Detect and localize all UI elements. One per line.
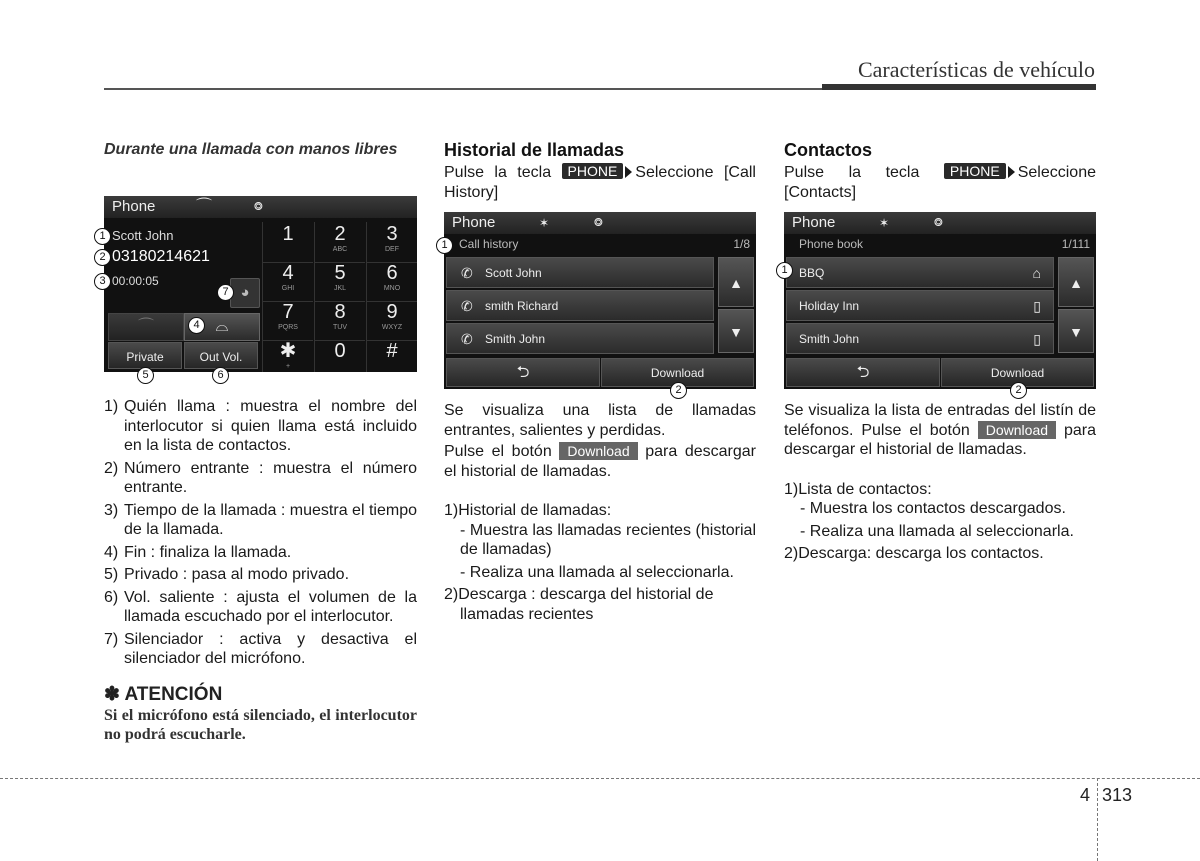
call-history-text xyxy=(444,401,756,624)
intro-paragraph xyxy=(784,163,1096,202)
keypad-key[interactable] xyxy=(366,222,417,263)
contacts-text xyxy=(784,401,1096,564)
sub-item-1: - Muestra las llamadas recientes (historial de llamadas) xyxy=(460,521,756,558)
numbered-list xyxy=(104,397,417,669)
handset-icon: ⌒ xyxy=(196,198,213,215)
list-row[interactable] xyxy=(786,323,1054,354)
scroll-down-button[interactable] xyxy=(718,309,754,353)
scroll-up-button[interactable] xyxy=(718,257,754,307)
section-heading: Contactos xyxy=(784,140,873,160)
list-row[interactable] xyxy=(786,290,1054,321)
key-letters: ABC xyxy=(332,246,348,253)
list-row[interactable] xyxy=(446,257,714,288)
key-letters: + xyxy=(285,363,291,370)
triangle-up-icon: ▲ xyxy=(1069,275,1083,291)
keypad-key[interactable] xyxy=(262,300,313,341)
key-digit: 8 xyxy=(334,301,346,323)
download-key: Download xyxy=(559,442,637,460)
list-title: Call history xyxy=(459,237,519,251)
list-item-2: 2)Descarga : descarga del historial de llamadas recientes xyxy=(444,586,714,623)
list-item-1: 1)Lista de contactos: xyxy=(784,480,932,498)
column-contacts xyxy=(784,139,1096,202)
row-label: Scott John xyxy=(485,266,542,280)
item-number: 7) xyxy=(104,630,119,648)
attention-box xyxy=(104,683,417,744)
answer-button[interactable] xyxy=(108,313,184,341)
mobile-phone-icon: ▯ xyxy=(1033,298,1041,314)
item-number: 1) xyxy=(104,398,119,415)
keypad-key[interactable] xyxy=(262,261,313,302)
list-title: Phone book xyxy=(799,237,864,251)
footer-dashed-divider xyxy=(1097,778,1098,861)
arrow-right-icon xyxy=(1008,166,1015,178)
back-button[interactable] xyxy=(446,358,600,387)
row-label: smith Richard xyxy=(485,299,559,313)
key-letters: TUV xyxy=(333,324,347,331)
keypad-key[interactable] xyxy=(366,339,417,372)
microphone-mute-icon: ◕ xyxy=(240,284,250,301)
mobile-phone-icon: ▯ xyxy=(1033,331,1041,347)
answer-handset-icon: ⌒ xyxy=(137,318,154,335)
download-key: Download xyxy=(978,421,1056,439)
back-arrow-icon: ⮌ xyxy=(516,364,530,381)
usb-icon: ⭗ xyxy=(934,217,943,229)
column-handsfree xyxy=(104,140,417,159)
item-number: 3) xyxy=(104,501,119,519)
page-indicator: 1/8 xyxy=(733,237,750,251)
missed-call-icon: ✆ xyxy=(461,331,473,347)
page-header-title: Características de vehículo xyxy=(857,57,1095,82)
sub-item-1: - Muestra los contactos descargados. xyxy=(800,500,1066,517)
marker-3: 3 xyxy=(94,273,111,290)
bluetooth-icon: ✶ xyxy=(879,216,890,230)
list-row[interactable] xyxy=(446,290,714,321)
phone-key: PHONE xyxy=(562,163,624,179)
screen-title-bar xyxy=(104,196,417,218)
marker-7: 7 xyxy=(217,284,234,301)
list-item xyxy=(104,501,417,540)
description: Se visualiza una lista de llamadas entrantes, salientes y perdidas. xyxy=(444,402,756,439)
list-item xyxy=(104,543,417,563)
marker-5: 5 xyxy=(137,367,154,384)
outgoing-call-icon: ✆ xyxy=(461,298,473,314)
attention-text: Si el micrófono está silenciado, el interlocutor no podrá escucharle. xyxy=(104,707,417,743)
item-text: Silenciador : activa y desactiva el silenciador del micrófono. xyxy=(124,630,417,667)
intro-text-2: Seleccione [Contacts] xyxy=(784,164,1096,201)
bluetooth-icon: ✶ xyxy=(539,216,550,230)
key-digit: 1 xyxy=(282,223,294,245)
key-digit: 4 xyxy=(282,262,294,284)
key-letters: PQRS xyxy=(278,324,298,331)
end-call-icon: ⌓ xyxy=(215,318,229,335)
item-text: Privado : pasa al modo privado. xyxy=(124,566,350,583)
row-label: BBQ xyxy=(799,266,825,280)
private-button[interactable]: Private xyxy=(108,342,182,369)
list-item xyxy=(104,588,417,627)
marker-1: 1 xyxy=(94,228,111,245)
pulse-text: Pulse el botón xyxy=(444,443,552,460)
row-label: Smith John xyxy=(485,332,546,346)
usb-icon: ⭗ xyxy=(254,201,263,213)
marker-2: 2 xyxy=(94,249,111,266)
item-text: Quién llama : muestra el nombre del interlocutor si quien llama está incluido en la lista de contactos. xyxy=(124,398,417,454)
screen-title: Phone xyxy=(792,214,836,231)
marker-6: 6 xyxy=(212,367,229,384)
list-item-1: 1)Historial de llamadas: xyxy=(444,502,612,519)
desc-text: Se visualiza la lista de entradas del listín de teléfonos. Pulse el botón xyxy=(784,402,1096,439)
key-letters: JKL xyxy=(333,285,347,292)
usb-icon: ⭗ xyxy=(594,217,603,229)
item-number: 5) xyxy=(104,566,119,583)
footer-dashed-rule xyxy=(0,778,1200,779)
marker-1: 1 xyxy=(436,237,453,254)
intro-paragraph xyxy=(444,163,756,202)
key-digit: # xyxy=(386,340,398,362)
item-text: Fin : finaliza la llamada. xyxy=(124,543,292,561)
marker-4: 4 xyxy=(188,317,205,334)
page-indicator: 1/111 xyxy=(1061,237,1090,251)
handsfree-list xyxy=(104,397,417,672)
intro-text-2: Seleccione [Call History] xyxy=(444,164,756,201)
list-subtitle-bar xyxy=(784,234,1096,254)
section-heading: Historial de llamadas xyxy=(444,140,625,160)
home-icon: ⌂ xyxy=(1032,265,1041,281)
sub-item-2: - Realiza una llamada al seleccionarla. xyxy=(460,563,734,581)
handsfree-call-screen xyxy=(104,196,417,372)
triangle-down-icon: ▼ xyxy=(1069,324,1083,340)
item-text: Vol. saliente : ajusta el volumen de la llamada escuchado por el interlocutor. xyxy=(124,588,417,625)
column-call-history xyxy=(444,139,756,202)
marker-1: 1 xyxy=(776,262,793,279)
keypad-key[interactable] xyxy=(314,339,365,372)
key-digit: ✱ xyxy=(279,340,297,362)
screen-title: Phone xyxy=(452,214,496,231)
call-time: 00:00:05 xyxy=(112,274,159,288)
list-row[interactable] xyxy=(446,323,714,354)
key-digit: 2 xyxy=(334,223,346,245)
marker-2: 2 xyxy=(670,382,687,399)
list-item xyxy=(104,565,417,585)
intro-text: Pulse la tecla xyxy=(444,164,552,181)
download-button[interactable]: Download xyxy=(601,358,754,387)
item-number: 6) xyxy=(104,588,119,606)
intro-text: Pulse la tecla xyxy=(784,164,920,181)
back-arrow-icon: ⮌ xyxy=(856,364,870,381)
back-button[interactable] xyxy=(786,358,940,387)
list-subtitle-bar xyxy=(444,234,756,254)
item-text: Número entrante : muestra el número entrante. xyxy=(124,459,417,496)
key-letters: WXYZ xyxy=(381,324,403,331)
mute-button[interactable] xyxy=(230,278,260,308)
section-heading: Durante una llamada con manos libres xyxy=(104,141,398,158)
screen-title: Phone xyxy=(112,198,156,215)
dial-keypad xyxy=(262,218,417,372)
screen-title-bar xyxy=(444,212,756,234)
keypad-key[interactable] xyxy=(314,300,365,341)
item-number: 4) xyxy=(104,543,119,561)
chapter-number: 4 xyxy=(1080,785,1091,805)
desc-text-2: para descargar el historial de llamadas. xyxy=(784,421,1097,458)
scroll-down-button[interactable] xyxy=(1058,309,1094,353)
arrow-right-icon xyxy=(625,166,632,178)
marker-2: 2 xyxy=(1010,382,1027,399)
key-digit: 0 xyxy=(334,340,346,362)
scroll-up-button[interactable] xyxy=(1058,257,1094,307)
description xyxy=(784,401,1096,460)
keypad-key[interactable] xyxy=(262,339,313,372)
incoming-call-icon: ✆ xyxy=(461,265,473,281)
download-paragraph xyxy=(444,442,756,481)
keypad-key[interactable] xyxy=(314,261,365,302)
out-volume-button[interactable]: Out Vol. xyxy=(184,342,258,369)
key-digit: 5 xyxy=(334,262,346,284)
keypad-key[interactable] xyxy=(366,261,417,302)
pulse-text-2: para descargar el historial de llamadas. xyxy=(444,443,756,480)
phone-key: PHONE xyxy=(944,163,1006,179)
keypad-key[interactable] xyxy=(314,222,365,263)
key-digit: 9 xyxy=(386,301,398,323)
triangle-up-icon: ▲ xyxy=(729,275,743,291)
list-item xyxy=(104,397,417,456)
key-digit: 3 xyxy=(386,223,398,245)
key-letters: GHI xyxy=(281,285,295,292)
row-label: Smith John xyxy=(799,332,860,346)
contacts-screen xyxy=(784,212,1096,389)
item-number: 2) xyxy=(104,459,119,477)
page-number: 313 xyxy=(1102,785,1133,805)
key-letters: DEF xyxy=(385,246,399,253)
row-label: Holiday Inn xyxy=(799,299,860,313)
key-digit: 6 xyxy=(386,262,398,284)
item-text: Tiempo de la llamada : muestra el tiempo de la llamada. xyxy=(124,501,417,538)
key-letters: MNO xyxy=(383,285,401,292)
sub-item-2: - Realiza una llamada al seleccionarla. xyxy=(800,522,1074,540)
keypad-key[interactable] xyxy=(366,300,417,341)
call-history-screen xyxy=(444,212,756,389)
list-row[interactable] xyxy=(786,257,1054,288)
caller-number: 03180214621 xyxy=(112,248,210,265)
caller-name: Scott John xyxy=(112,228,174,243)
list-item-2: 2)Descarga: descarga los contactos. xyxy=(784,545,1044,562)
triangle-down-icon: ▼ xyxy=(729,324,743,340)
list-item xyxy=(104,630,417,669)
download-button[interactable]: Download xyxy=(941,358,1094,387)
list-item xyxy=(104,459,417,498)
key-digit: 7 xyxy=(282,301,294,323)
attention-title: ✽ ATENCIÓN xyxy=(104,684,223,705)
header-accent-bar xyxy=(822,84,1096,90)
keypad-key[interactable] xyxy=(262,222,313,263)
screen-title-bar xyxy=(784,212,1096,234)
